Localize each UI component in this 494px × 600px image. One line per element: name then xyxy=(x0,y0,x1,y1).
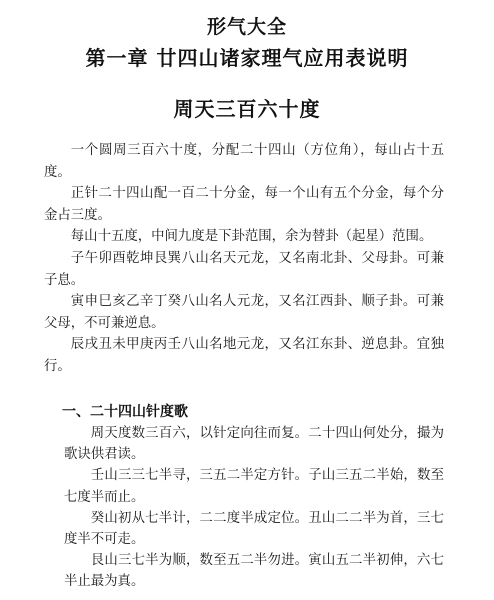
intro-paragraph: 寅申巳亥乙辛丁癸八山名人元龙，又名江西卦、顺子卦。可兼父母，不可兼逆息。 xyxy=(44,294,444,331)
intro-paragraph: 每山十五度，中间九度是下卦范围，余为替卦（起星）范围。 xyxy=(70,229,433,245)
poem-paragraph: 壬山三三七半寻，三五二半定方针。子山三五二半始，数至七度半而止。 xyxy=(64,468,444,505)
intro-paragraph: 一个圆周三百六十度，分配二十四山（方位角），每山占十五度。 xyxy=(44,143,444,180)
poem-paragraph: 癸山初从七半计，二二度半成定位。丑山二二半为首，三七度半不可走。 xyxy=(64,510,444,548)
intro-text xyxy=(44,140,444,378)
section-title: 周天三百六十度 xyxy=(173,97,321,121)
intro-paragraph: 辰戌丑未甲庚丙壬八山名地元龙，又名江东卦、逆息卦。宜独行。 xyxy=(44,337,444,374)
poem-paragraph: 艮山三七半为顺，数至五二半勿进。寅山五二半初伸，六七半止最为真。 xyxy=(64,553,444,590)
poem-paragraph: 周天度数三百六，以针定向往而复。二十四山何处分，撮为歌诀供君读。 xyxy=(64,426,444,463)
book-title: 形气大全 xyxy=(206,16,287,38)
intro-paragraph: 正针二十四山配一百二十分金，每一个山有五个分金，每个分金占三度。 xyxy=(44,186,444,223)
subsection-heading: 一、二十四山针度歌 xyxy=(62,404,188,420)
poem-text xyxy=(64,423,444,593)
chapter-title: 第一章 廿四山诸家理气应用表说明 xyxy=(85,46,409,70)
intro-paragraph: 子午卯酉乾坤艮巽八山名天元龙，又名南北卦、父母卦。可兼子息。 xyxy=(44,250,444,288)
